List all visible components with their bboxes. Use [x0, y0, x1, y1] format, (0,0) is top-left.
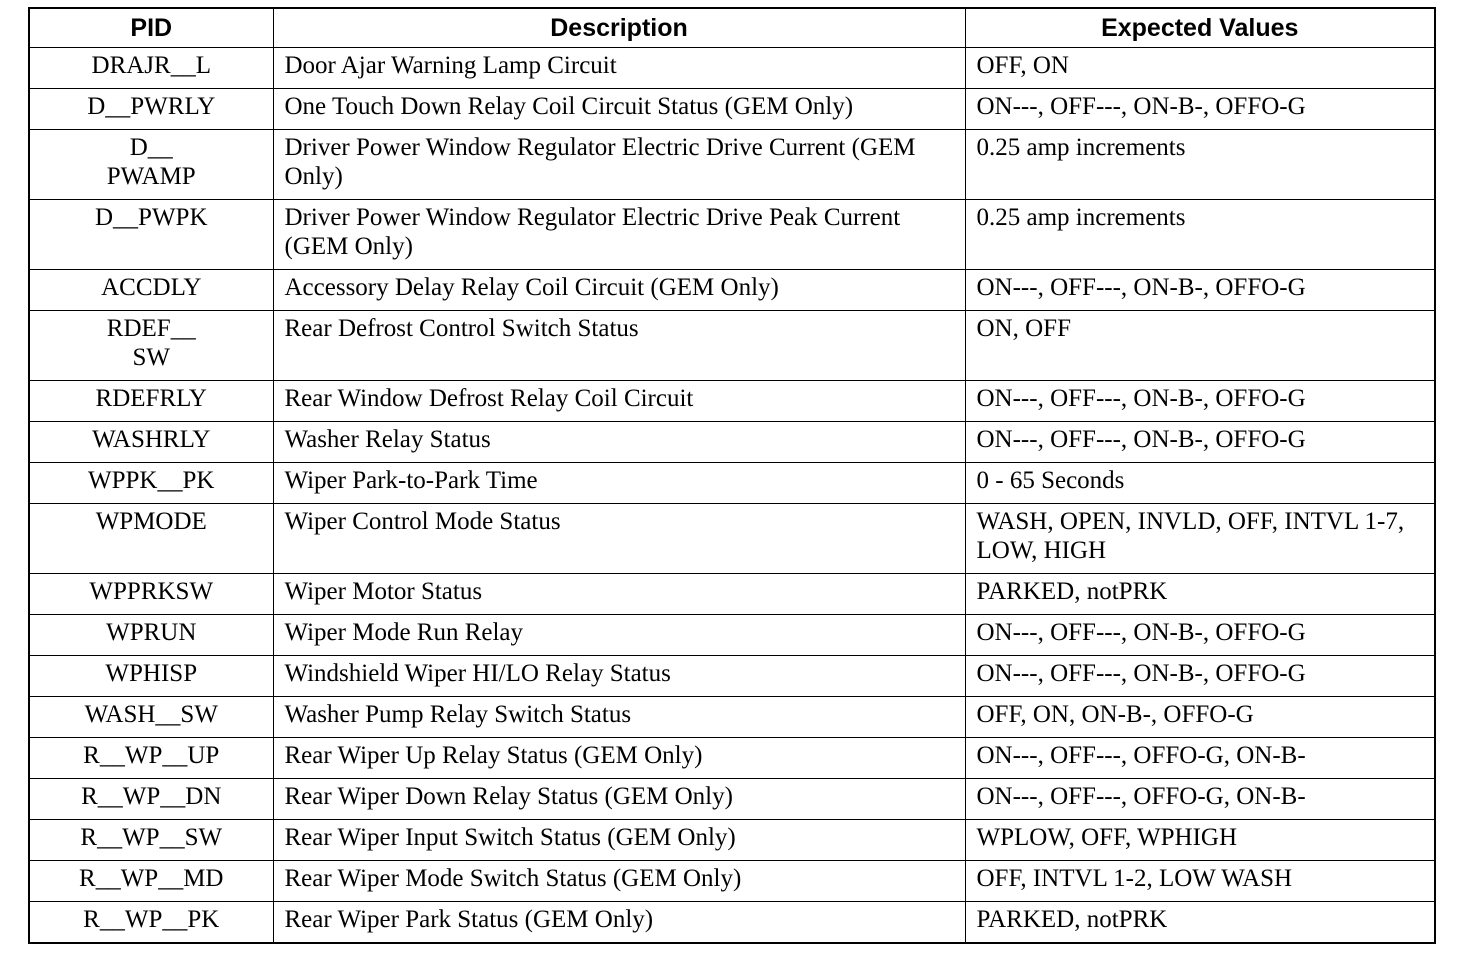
expected-values-cell: 0.25 amp increments: [965, 130, 1435, 200]
pid-line: PWAMP: [106, 163, 196, 190]
table-row: [29, 463, 1435, 504]
expected-values-cell: ON---, OFF---, ON-B-, OFFO-G: [965, 381, 1435, 422]
table-row: [29, 902, 1435, 944]
pid-table: [28, 7, 1436, 944]
description-cell: Windshield Wiper HI/LO Relay Status: [273, 656, 965, 697]
pid-line: WASH__SW: [84, 701, 218, 728]
expected-values-cell: PARKED, notPRK: [965, 902, 1435, 944]
header-expected-values: Expected Values: [965, 8, 1435, 48]
pid-cell: [29, 697, 273, 738]
table-row: [29, 381, 1435, 422]
pid-line: SW: [132, 344, 170, 371]
description-cell: Rear Wiper Mode Switch Status (GEM Only): [273, 861, 965, 902]
pid-line: WPMODE: [95, 508, 207, 535]
table-row: [29, 820, 1435, 861]
table-row: [29, 270, 1435, 311]
pid-line: WPHISP: [105, 660, 198, 687]
pid-cell: [29, 200, 273, 270]
pid-cell: [29, 820, 273, 861]
table-row: [29, 89, 1435, 130]
description-cell: One Touch Down Relay Coil Circuit Status (GEM Only): [273, 89, 965, 130]
pid-line: WASHRLY: [92, 426, 211, 453]
table-row: [29, 697, 1435, 738]
table-row: [29, 311, 1435, 381]
description-cell: Washer Pump Relay Switch Status: [273, 697, 965, 738]
pid-cell: [29, 89, 273, 130]
expected-values-cell: OFF, ON: [965, 48, 1435, 89]
expected-values-cell: OFF, INTVL 1-2, LOW WASH: [965, 861, 1435, 902]
description-cell: Rear Window Defrost Relay Coil Circuit: [273, 381, 965, 422]
description-cell: Rear Wiper Up Relay Status (GEM Only): [273, 738, 965, 779]
description-cell: Wiper Control Mode Status: [273, 504, 965, 574]
pid-line: WPPK__PK: [88, 467, 215, 494]
table-row: [29, 504, 1435, 574]
pid-line: WPRUN: [106, 619, 197, 646]
pid-cell: [29, 738, 273, 779]
description-cell: Door Ajar Warning Lamp Circuit: [273, 48, 965, 89]
pid-cell: [29, 270, 273, 311]
pid-cell: [29, 504, 273, 574]
pid-cell: [29, 311, 273, 381]
expected-values-cell: ON---, OFF---, ON-B-, OFFO-G: [965, 89, 1435, 130]
table-row: [29, 200, 1435, 270]
pid-cell: [29, 574, 273, 615]
expected-values-cell: ON---, OFF---, ON-B-, OFFO-G: [965, 422, 1435, 463]
pid-cell: [29, 463, 273, 504]
pid-cell: [29, 48, 273, 89]
expected-values-cell: ON---, OFF---, ON-B-, OFFO-G: [965, 270, 1435, 311]
pid-line: RDEF__: [106, 315, 196, 342]
expected-values-cell: ON---, OFF---, OFFO-G, ON-B-: [965, 779, 1435, 820]
expected-values-cell: WASH, OPEN, INVLD, OFF, INTVL 1-7, LOW, HIGH: [965, 504, 1435, 574]
header-pid: PID: [29, 8, 273, 48]
table-row: [29, 779, 1435, 820]
pid-cell: [29, 861, 273, 902]
table-row: [29, 656, 1435, 697]
table-row: [29, 422, 1435, 463]
table-row: [29, 615, 1435, 656]
pid-cell: [29, 779, 273, 820]
description-cell: Rear Defrost Control Switch Status: [273, 311, 965, 381]
pid-line: D__PWRLY: [87, 93, 216, 120]
pid-line: R__WP__SW: [80, 824, 223, 851]
expected-values-cell: 0 - 65 Seconds: [965, 463, 1435, 504]
expected-values-cell: WPLOW, OFF, WPHIGH: [965, 820, 1435, 861]
pid-line: WPPRKSW: [89, 578, 214, 605]
expected-values-cell: ON---, OFF---, ON-B-, OFFO-G: [965, 656, 1435, 697]
pid-cell: [29, 381, 273, 422]
expected-values-cell: ON---, OFF---, OFFO-G, ON-B-: [965, 738, 1435, 779]
description-cell: Driver Power Window Regulator Electric Drive Current (GEM Only): [273, 130, 965, 200]
table-row: [29, 861, 1435, 902]
pid-line: R__WP__PK: [83, 906, 220, 933]
pid-line: D__PWPK: [94, 204, 208, 231]
description-cell: Wiper Motor Status: [273, 574, 965, 615]
pid-line: ACCDLY: [101, 274, 202, 301]
description-cell: Rear Wiper Park Status (GEM Only): [273, 902, 965, 944]
table-row: [29, 48, 1435, 89]
expected-values-cell: 0.25 amp increments: [965, 200, 1435, 270]
description-cell: Rear Wiper Input Switch Status (GEM Only): [273, 820, 965, 861]
pid-line: RDEFRLY: [95, 385, 207, 412]
pid-line: DRAJR__L: [91, 52, 211, 79]
description-cell: Accessory Delay Relay Coil Circuit (GEM Only): [273, 270, 965, 311]
description-cell: Washer Relay Status: [273, 422, 965, 463]
table-row: [29, 738, 1435, 779]
expected-values-cell: ON, OFF: [965, 311, 1435, 381]
description-cell: Wiper Mode Run Relay: [273, 615, 965, 656]
description-cell: Rear Wiper Down Relay Status (GEM Only): [273, 779, 965, 820]
pid-line: R__WP__MD: [79, 865, 224, 892]
description-cell: Driver Power Window Regulator Electric Drive Peak Current (GEM Only): [273, 200, 965, 270]
pid-line: R__WP__UP: [83, 742, 220, 769]
header-row: [29, 8, 1435, 48]
expected-values-cell: ON---, OFF---, ON-B-, OFFO-G: [965, 615, 1435, 656]
description-cell: Wiper Park-to-Park Time: [273, 463, 965, 504]
pid-cell: [29, 130, 273, 200]
pid-cell: [29, 656, 273, 697]
pid-line: D__: [129, 134, 173, 161]
expected-values-cell: OFF, ON, ON-B-, OFFO-G: [965, 697, 1435, 738]
pid-line: R__WP__DN: [81, 783, 222, 810]
pid-cell: [29, 902, 273, 944]
header-description: Description: [273, 8, 965, 48]
pid-cell: [29, 615, 273, 656]
expected-values-cell: PARKED, notPRK: [965, 574, 1435, 615]
pid-cell: [29, 422, 273, 463]
table-row: [29, 130, 1435, 200]
pid-table-container: [28, 7, 1434, 944]
table-row: [29, 574, 1435, 615]
